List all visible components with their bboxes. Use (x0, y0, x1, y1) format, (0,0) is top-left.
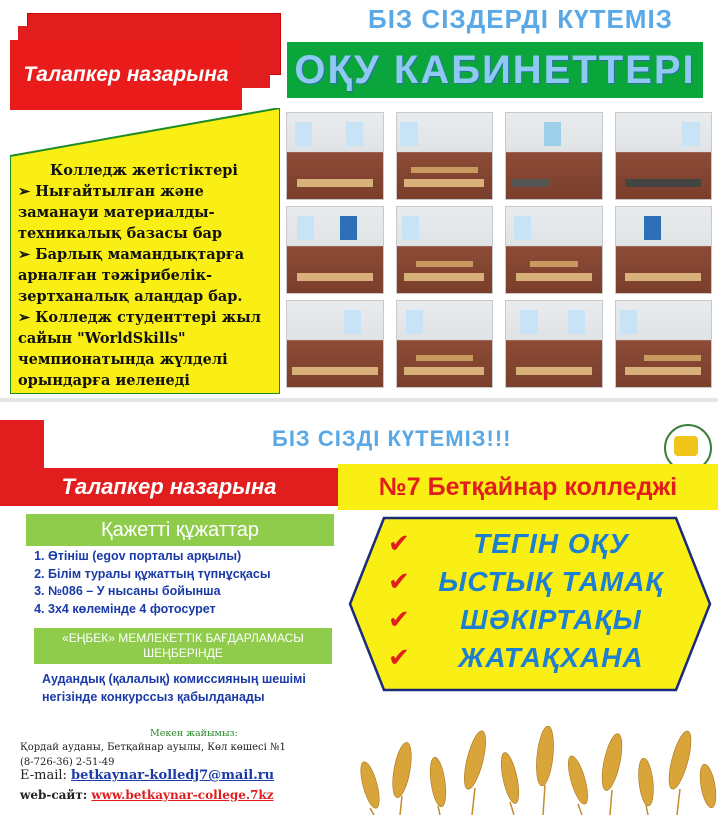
college-name-banner (338, 464, 718, 510)
college-name: №7 Бетқайнар колледжі (378, 472, 678, 501)
benefit-text: ЖАТАҚХАНА (458, 642, 644, 673)
benefit-item (388, 566, 688, 598)
doc-item: 3. №086 – У нысаны бойынша (48, 583, 271, 601)
checkmark-icon: ✔ (388, 605, 410, 635)
website-label: web-сайт: (20, 788, 88, 802)
email-row (20, 768, 274, 783)
welcome-heading: БІЗ СІЗДЕРДІ КҮТЕМІЗ (368, 4, 673, 34)
applicant-attention-badge-2 (0, 468, 338, 506)
checkmark-icon: ✔ (388, 567, 410, 597)
classroom-photo (396, 112, 494, 200)
benefit-text: ШӘКІРТАҚЫ (460, 604, 642, 635)
website-link[interactable]: www.betkaynar-college.7kz (91, 788, 274, 802)
doc-item: 2. Білім туралы құжаттың түпнұсқасы (48, 566, 271, 584)
classroom-photo (615, 112, 713, 200)
classroom-photo (396, 300, 494, 388)
website-row (20, 788, 274, 802)
benefit-item (388, 528, 688, 560)
achievement-item: ➢ Нығайтылған және заманауи материалды-техникалық базасы бар (18, 181, 270, 244)
achievement-item: ➢ Барлық мамандықтарға арналған тәжірибелік-зертханалық алаңдар бар. (18, 244, 270, 307)
enbek-line-2: ШЕҢБЕРІНДЕ (143, 646, 223, 660)
benefit-item (388, 642, 688, 674)
enbek-program-box (34, 628, 332, 664)
address-line: Қордай ауданы, Бетқайнар ауылы, Көл көшесі №1 (20, 742, 286, 753)
classrooms-title: ОҚУ КАБИНЕТТЕРІ (294, 47, 696, 92)
classroom-photo (396, 206, 494, 294)
achievement-item: ➢ Колледж студенттері жыл сайын "WorldSkills" чемпионатында жүлделі орындарға иеленеді (18, 307, 270, 391)
decorative-red-block (0, 420, 44, 470)
phone-line: (8-726-36) 2-51-49 (20, 757, 115, 768)
badge-text: Талапкер назарына (61, 474, 277, 499)
benefit-text: ТЕГІН ОҚУ (473, 528, 629, 559)
required-docs-list (26, 548, 271, 618)
classroom-photo (286, 112, 384, 200)
classroom-photo (505, 112, 603, 200)
benefit-item (388, 604, 688, 636)
checkmark-icon: ✔ (388, 529, 410, 559)
classroom-photo (286, 206, 384, 294)
benefit-text: ЫСТЫҚ ТАМАҚ (438, 566, 664, 597)
doc-item: 1. Өтініш (egov порталы арқылы) (48, 548, 271, 566)
classroom-photo (615, 300, 713, 388)
enbek-line-1: «ЕҢБЕК» МЕМЛЕКЕТТІК БАҒДАРЛАМАСЫ (62, 631, 304, 645)
achievements-heading: Колледж жетістіктері (50, 162, 238, 179)
classroom-photo-grid (286, 112, 712, 388)
address-block (20, 740, 286, 770)
email-link[interactable]: betkaynar-kolledj7@mail.ru (71, 768, 275, 783)
commission-note: Аудандық (қалалық) комиссияның шешімі негізінде конкурссыз қабылданады (42, 672, 306, 704)
badge-text: Талапкер назарына (23, 63, 229, 86)
achievements-list (18, 160, 270, 391)
welcome-heading-2: БІЗ СІЗДІ КҮТЕМІЗ!!! (272, 426, 512, 451)
classroom-photo (505, 206, 603, 294)
classroom-photo (286, 300, 384, 388)
applicant-attention-badge (10, 40, 242, 110)
classroom-photo (505, 300, 603, 388)
checkmark-icon: ✔ (388, 643, 410, 673)
email-label: E-mail: (20, 768, 67, 783)
required-docs-title (26, 514, 334, 546)
classroom-photo (615, 206, 713, 294)
panel-divider (0, 398, 718, 402)
wheat-field-illustration (340, 690, 718, 815)
classrooms-title-box (287, 42, 703, 98)
address-label: Мекен жайымыз: (150, 728, 238, 739)
doc-item: 4. 3х4 көлемінде 4 фотосурет (48, 601, 271, 619)
required-docs-title-text: Қажетті құжаттар (100, 518, 260, 541)
